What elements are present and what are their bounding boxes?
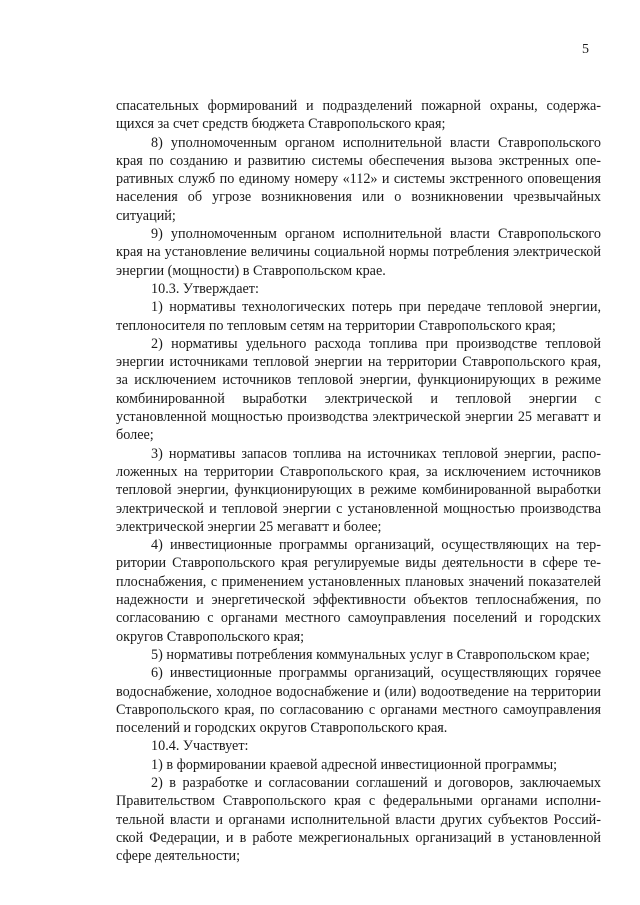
paragraph-continuation: спасательных формирований и подразделений пожарной охраны, содержащихся за счет средств бюджета Ставропольского края; xyxy=(116,98,601,133)
paragraph-10-3-item-6: 6) инвестиционные программы организаций, осуществляющих горячее водоснабжение, холодное водоснабжение и (или) водоотведение на территории Ставропольского края, по согласованию с органами местного самоуправления поселений и городских округов Ставропольского края. xyxy=(116,665,601,737)
paragraph-item-9: 9) уполномоченным органом исполнительной власти Ставропольского края на установление величины социальной нормы потребления электрической энергии (мощности) в Ставропольском крае. xyxy=(116,226,601,279)
paragraph-10-4-item-2: 2) в разработке и согласовании соглашений и договоров, заключаемых Правительством Ставропольского края с федеральными органами исполнительной власти и органами исполнительной власти других субъектов Российской Федерации, и в работе межрегиональных организаций в установленной сфере деятельности; xyxy=(116,774,601,865)
paragraph-10-4-item-1: 1) в формировании краевой адресной инвестиционной программы; xyxy=(151,756,558,773)
paragraph-10-3-item-4: 4) инвестиционные программы организаций, осуществляющих на территории Ставропольского края регулируемые виды деятельности в сфере теплоснабжения, с применением установленных плановых значений показателей надежности и энергетической эффективности объектов теплоснабжения, по согласованию с органами местного самоуправления поселений и городских округов Ставропольского края; xyxy=(116,537,601,645)
page-number: 5 xyxy=(582,42,589,57)
paragraph-10-3-item-2: 2) нормативы удельного расхода топлива при производстве тепловой энергии источниками тепловой энергии на территории Ставропольского края, за исключением источников тепловой энергии, функционирующих в режиме комбинированной выработки электрической и тепловой энергии с установленной мощностью производства электрической энергии 25 мегаватт и более; xyxy=(116,335,601,444)
paragraph-10-3-item-1: 1) нормативы технологических потерь при передаче тепловой энергии, теплоносителя по тепловым сетям на территории Ставропольского края; xyxy=(116,299,601,334)
document-body xyxy=(116,97,601,865)
paragraph-10-3-item-5: 5) нормативы потребления коммунальных услуг в Ставропольском крае; xyxy=(151,646,590,663)
paragraph-item-8: 8) уполномоченным органом исполнительной власти Ставропольского края по созданию и развитию системы обеспечения вызова экстренных оперативных служб по единому номеру «112» и системы экстренного оповещения населения об угрозе возникновения или о возникновении чрезвычайных ситуаций; xyxy=(116,134,601,224)
section-heading-10-3: 10.3. Утверждает: xyxy=(151,280,259,297)
section-heading-10-4: 10.4. Участвует: xyxy=(151,738,249,755)
paragraph-10-3-item-3: 3) нормативы запасов топлива на источниках тепловой энергии, расположенных на территории Ставропольского края, за исключением источников тепловой энергии, функционирующих в режиме комбинированной выработки электрической и тепловой энергии с установленной мощностью производства электрической энергии 25 мегаватт и более; xyxy=(116,445,601,535)
